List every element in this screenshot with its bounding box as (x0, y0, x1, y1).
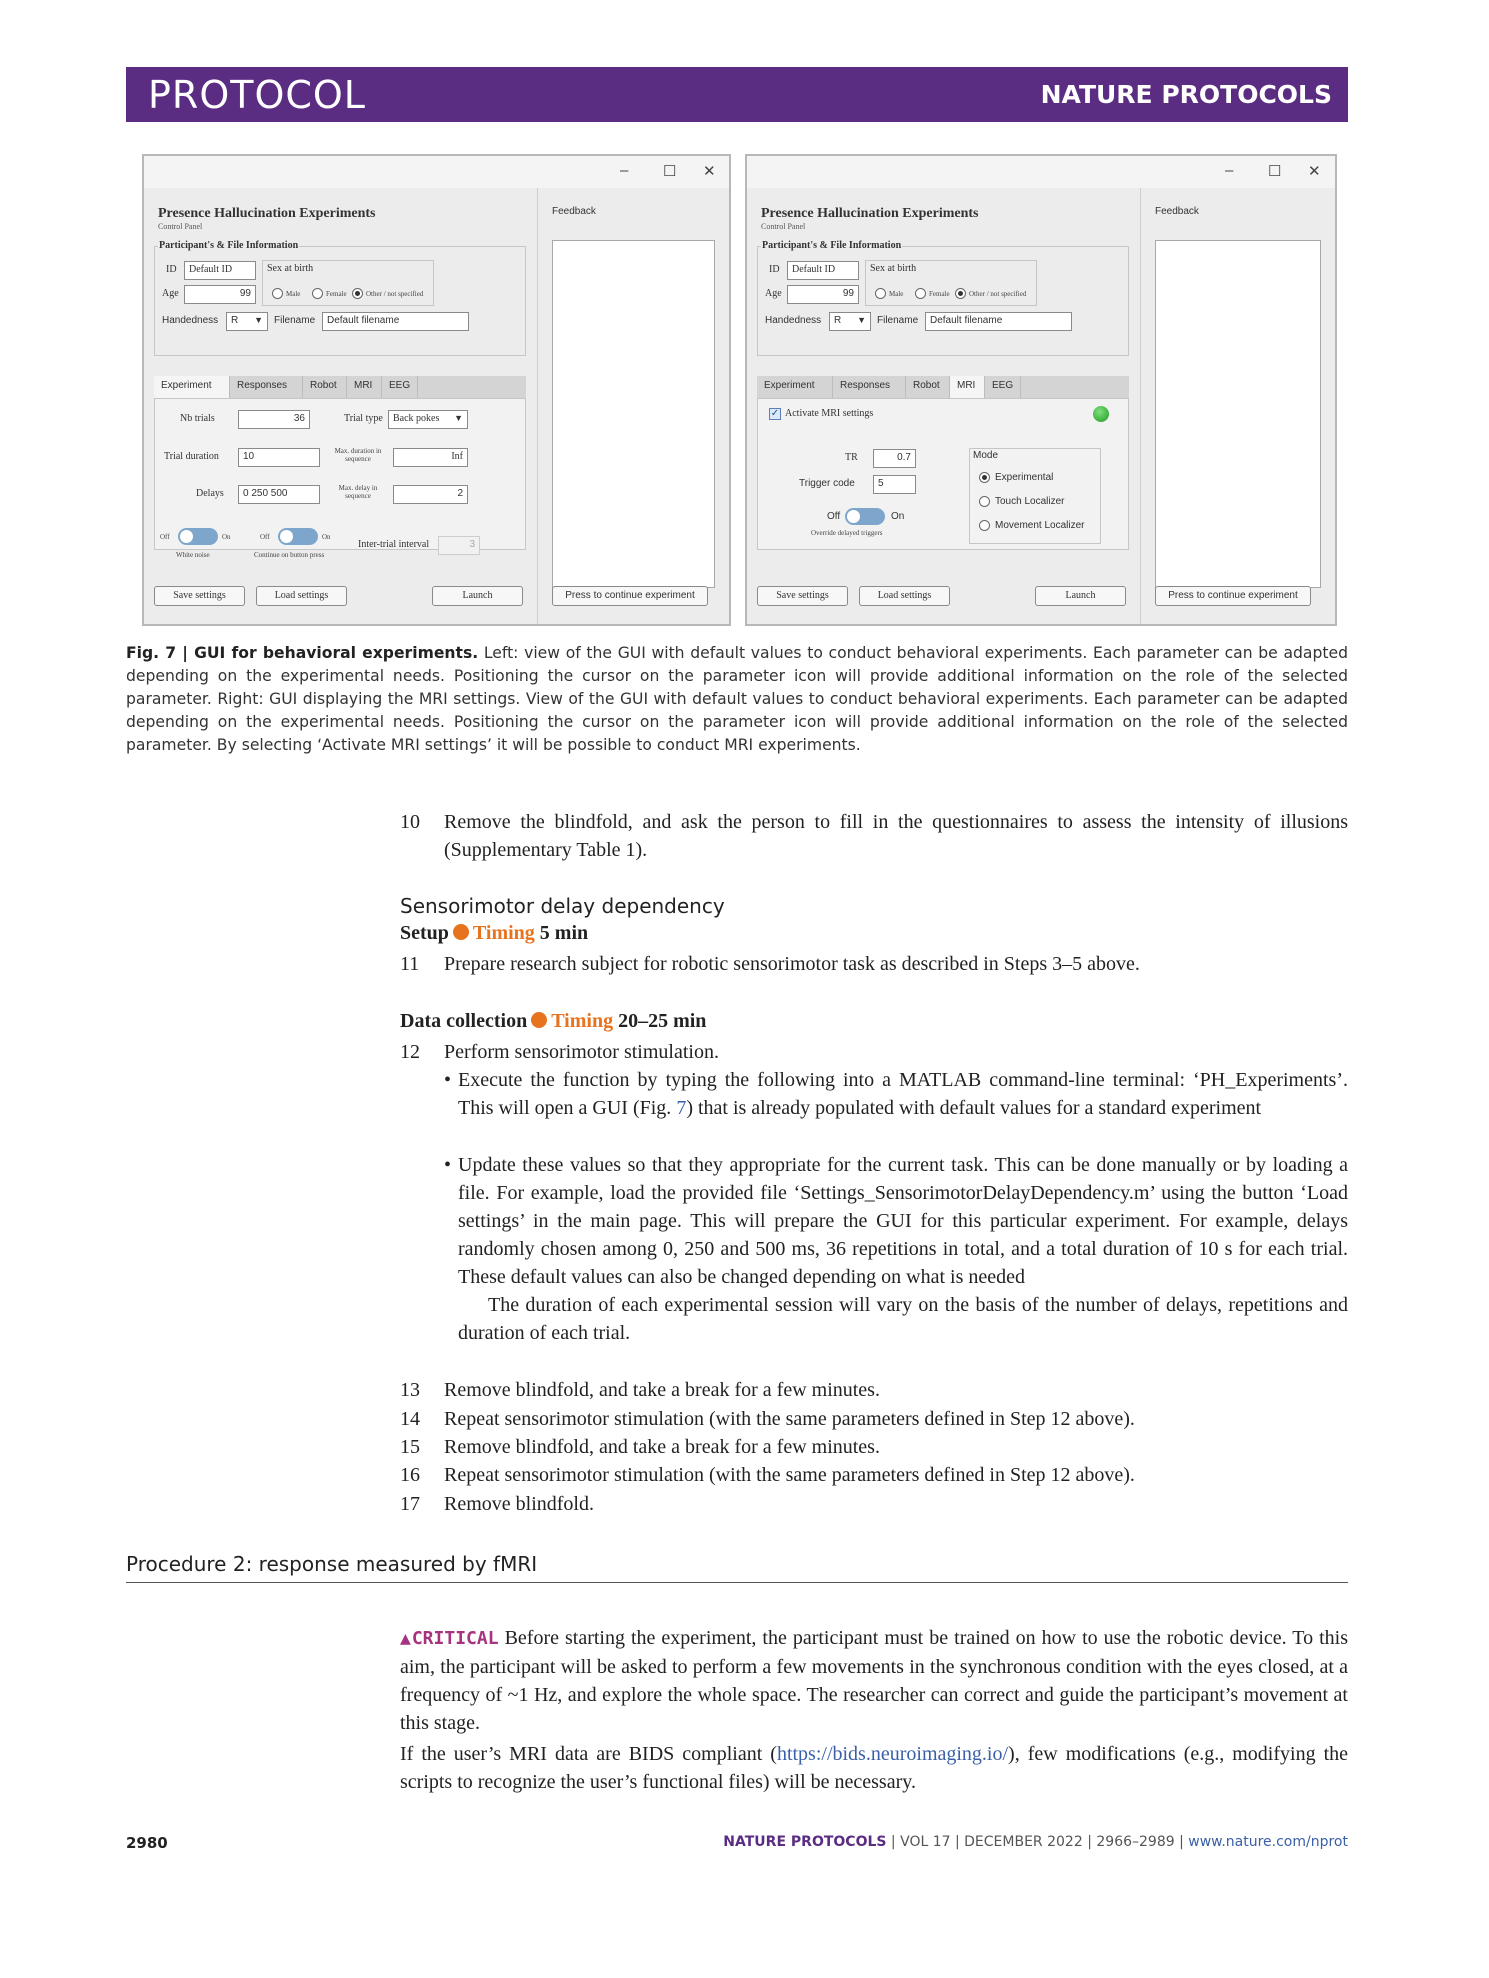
bids-text: ), few modifications (e.g., modifying the scripts to recognize the user’s functional files) will be necessary. (400, 1743, 1349, 1793)
sex-label: Sex at birth (267, 263, 314, 274)
step-number: 13 (400, 1379, 420, 1401)
id-label: ID (769, 264, 780, 275)
control-panel (747, 188, 1139, 624)
handedness-select[interactable] (829, 312, 871, 331)
step-14 (400, 1405, 1348, 1433)
footer-volume: VOL 17 (900, 1834, 951, 1850)
sex-female-label: Female (929, 290, 950, 298)
collection-time: 20–25 min (618, 1010, 707, 1032)
age-label: Age (765, 288, 782, 299)
feedback-panel (537, 188, 729, 624)
mode-touch-label: Touch Localizer (995, 496, 1065, 507)
trial-type-select[interactable] (388, 410, 468, 429)
footer-url[interactable]: www.nature.com/nprot (1188, 1834, 1348, 1850)
mode-touch-radio[interactable] (979, 496, 990, 507)
tab-robot[interactable]: Robot (906, 376, 950, 398)
critical-label: ▲CRITICAL (400, 1628, 499, 1649)
continue-on-label: On (322, 533, 331, 541)
step-number: 14 (400, 1408, 420, 1430)
header-banner (126, 67, 1348, 122)
handedness-value: R (834, 315, 842, 326)
continue-experiment-button[interactable]: Press to continue experiment (552, 586, 708, 606)
sex-label: Sex at birth (870, 263, 917, 274)
continue-toggle[interactable] (278, 528, 318, 545)
sex-male-radio[interactable] (875, 288, 886, 299)
step-13 (400, 1376, 1348, 1404)
feedback-label: Feedback (1155, 206, 1199, 217)
step-text: Repeat sensorimotor stimulation (with the same parameters defined in Step 12 above). (444, 1408, 1135, 1430)
step-text: Remove blindfold. (444, 1493, 594, 1515)
trigger-code-input[interactable]: 5 (873, 475, 916, 494)
status-led-icon (1093, 406, 1109, 422)
tab-experiment[interactable]: Experiment (757, 376, 833, 398)
bids-text: If the user’s MRI data are BIDS compliant ( (400, 1743, 777, 1765)
filename-label: Filename (274, 315, 316, 326)
save-settings-button[interactable]: Save settings (757, 586, 848, 606)
sex-other-radio[interactable] (352, 288, 363, 299)
tab-responses[interactable]: Responses (833, 376, 906, 398)
setup-label: Setup (400, 922, 449, 944)
maximize-icon[interactable]: ☐ (1268, 163, 1282, 180)
bullet-2 (444, 1151, 1348, 1347)
continue-label: Continue on button press (254, 551, 325, 559)
filename-label: Filename (877, 315, 919, 326)
handedness-value: R (231, 315, 239, 326)
bullet-1 (444, 1066, 1348, 1122)
handedness-label: Handedness (162, 315, 219, 326)
delays-input[interactable]: 0 250 500 (238, 485, 320, 504)
handedness-select[interactable] (226, 312, 268, 331)
tab-eeg[interactable]: EEG (382, 376, 418, 398)
bullet-text: ) that is already populated with default values for a standard experiment (686, 1097, 1262, 1119)
collection-timing (400, 1010, 706, 1033)
setup-time: 5 min (539, 922, 589, 944)
sex-male-label: Male (889, 290, 904, 298)
trial-duration-input[interactable]: 10 (238, 448, 320, 467)
step-number: 17 (400, 1493, 420, 1515)
gui-subtitle: Control Panel (761, 222, 806, 231)
continue-off-label: Off (260, 533, 270, 541)
step-text: Perform sensorimotor stimulation. (444, 1041, 719, 1063)
tab-responses[interactable]: Responses (230, 376, 303, 398)
sex-other-label: Other / not specified (366, 290, 424, 298)
participant-group-label: Participant's & File Information (159, 240, 299, 251)
gui-subtitle: Control Panel (158, 222, 203, 231)
white-noise-toggle[interactable] (178, 528, 218, 545)
mode-movement-radio[interactable] (979, 520, 990, 531)
load-settings-button[interactable]: Load settings (256, 586, 347, 606)
mode-experimental-label: Experimental (995, 472, 1054, 483)
timing-dot-icon (453, 924, 469, 940)
white-noise-label: White noise (176, 551, 210, 559)
section-title: PROTOCOL (148, 73, 366, 117)
step-10 (400, 808, 1348, 864)
window-titlebar (747, 156, 1335, 188)
id-label: ID (166, 264, 177, 275)
activate-mri-label: Activate MRI settings (785, 408, 874, 419)
mode-movement-label: Movement Localizer (995, 520, 1085, 531)
delays-label: Delays (196, 488, 224, 499)
caption-text: Left: view of the GUI with default values to conduct behavioral experiments. Each parameter can be adapted depending on the experimental needs. Positioning the cursor on the parameter icon will provide additional information on the role of the selected parameter. Right: GUI displaying the MRI settings. View of the GUI with default values to conduct behavioral experiments. Each parameter can be adapted depending on the experimental needs. Positioning the cursor on the parameter icon will provide additional information on the role of the selected parameter. By selecting ‘Activate MRI settings’ it will be possible to conduct MRI experiments. (126, 644, 1348, 754)
procedure-heading: Procedure 2: response measured by fMRI (126, 1552, 538, 1576)
load-settings-button[interactable]: Load settings (859, 586, 950, 606)
age-input[interactable]: 99 (787, 285, 859, 304)
setup-timing (400, 922, 588, 945)
minimize-icon[interactable]: – (1225, 162, 1234, 179)
footer-citation: NATURE PROTOCOLS | VOL 17 | DECEMBER 2022 | 2966–2989 | www.nature.com/nprot (723, 1834, 1348, 1850)
control-panel (144, 188, 536, 624)
tab-robot[interactable]: Robot (303, 376, 347, 398)
filename-input[interactable]: Default filename (322, 312, 469, 331)
window-titlebar (144, 156, 729, 188)
tab-mri[interactable]: MRI (347, 376, 382, 398)
white-noise-off-label: Off (160, 533, 170, 541)
maximize-icon[interactable]: ☐ (663, 163, 677, 180)
step-text: Prepare research subject for robotic sensorimotor task as described in Steps 3–5 above. (444, 953, 1140, 975)
step-16 (400, 1461, 1348, 1489)
gui-title: Presence Hallucination Experiments (158, 206, 376, 221)
bullet-text: Update these values so that they appropriate for the current task. This can be done manually or by loading a file. For example, load the provided file ‘Settings_SensorimotorDelayDependency.m’ using the button ‘Load settings’ in the main page. This will prepare the GUI for this particular experiment. For example, delays randomly chosen among 0, 250 and 500 ms, 36 repetitions in total, and a total duration of 10 s for each trial. These default values can also be changed depending on what is needed (458, 1154, 1348, 1288)
id-input[interactable]: Default ID (184, 261, 256, 280)
step-number: 11 (400, 953, 420, 975)
override-off-label: Off (827, 511, 841, 522)
override-toggle[interactable] (845, 508, 885, 525)
bullet-note: The duration of each experimental session will vary on the basis of the number of delays, repetitions and duration of each trial. (458, 1294, 1348, 1344)
participant-group-label: Participant's & File Information (762, 240, 902, 251)
footer-pages: 2966–2989 (1096, 1834, 1175, 1850)
gui-window-right (745, 154, 1337, 626)
feedback-box (1155, 240, 1321, 588)
step-number: 12 (400, 1041, 420, 1063)
max-duration-label: Max. duration in sequence (334, 447, 382, 463)
trial-type-value: Back pokes (393, 413, 440, 424)
section-heading: Sensorimotor delay dependency (400, 894, 725, 918)
tab-mri[interactable]: MRI (950, 376, 985, 398)
chevron-down-icon: ▼ (857, 315, 866, 325)
sex-female-label: Female (326, 290, 347, 298)
collection-label: Data collection (400, 1010, 528, 1032)
tab-experiment[interactable]: Experiment (154, 376, 230, 398)
sex-male-radio[interactable] (272, 288, 283, 299)
journal-name: NATURE PROTOCOLS (1040, 80, 1332, 109)
gui-window-left (142, 154, 731, 626)
minimize-icon[interactable]: – (620, 162, 629, 179)
max-delay-input[interactable]: 2 (393, 485, 468, 504)
step-number: 10 (400, 811, 420, 833)
chevron-down-icon: ▼ (454, 413, 463, 423)
figure-link[interactable]: 7 (676, 1097, 687, 1119)
step-number: 16 (400, 1464, 420, 1486)
bullet-icon: • (444, 1154, 452, 1176)
step-17 (400, 1490, 1348, 1518)
sex-female-radio[interactable] (915, 288, 926, 299)
age-input[interactable]: 99 (184, 285, 256, 304)
sex-other-label: Other / not specified (969, 290, 1027, 298)
page-number: 2980 (126, 1834, 168, 1852)
gui-title: Presence Hallucination Experiments (761, 206, 979, 221)
caption-label: Fig. 7 | GUI for behavioral experiments. (126, 644, 479, 662)
save-settings-button[interactable]: Save settings (154, 586, 245, 606)
tab-bar (154, 376, 526, 398)
step-number: 15 (400, 1436, 420, 1458)
timing-dot-icon (531, 1012, 547, 1028)
step-11 (400, 950, 1348, 978)
override-label: Override delayed triggers (811, 529, 883, 537)
feedback-label: Feedback (552, 206, 596, 217)
iti-input[interactable]: 3 (438, 536, 480, 555)
trial-duration-label: Trial duration (164, 451, 219, 462)
tr-label: TR (845, 452, 858, 463)
trigger-code-label: Trigger code (799, 478, 855, 489)
feedback-panel (1140, 188, 1335, 624)
tr-input[interactable]: 0.7 (873, 449, 916, 468)
override-on-label: On (891, 511, 905, 522)
activate-mri-checkbox[interactable]: ✓ (770, 408, 780, 419)
id-input[interactable]: Default ID (787, 261, 859, 280)
bullet-icon: • (444, 1069, 452, 1091)
bids-link[interactable]: https://bids.neuroimaging.io/ (776, 1743, 1009, 1765)
heading-rule (126, 1582, 1348, 1583)
critical-text: Before starting the experiment, the participant must be trained on how to use the robotic device. To this aim, the participant will be asked to perform a few movements in the synchronous condition with the eyes closed, at a frequency of ~1 Hz, and explore the whole space. The researcher can correct and guide the participant’s movement at this stage. (400, 1627, 1348, 1734)
continue-experiment-button[interactable]: Press to continue experiment (1155, 586, 1311, 606)
nb-trials-input[interactable]: 36 (238, 410, 310, 429)
chevron-down-icon: ▼ (254, 315, 263, 325)
sex-female-radio[interactable] (312, 288, 323, 299)
launch-button[interactable]: Launch (1035, 586, 1126, 606)
step-text: Remove blindfold, and take a break for a few minutes. (444, 1379, 880, 1401)
max-duration-input[interactable]: Inf (393, 448, 468, 467)
filename-input[interactable]: Default filename (925, 312, 1072, 331)
tab-bar (757, 376, 1129, 398)
nb-trials-label: Nb trials (180, 413, 215, 424)
critical-note (400, 1624, 1348, 1737)
step-12 (400, 1038, 1348, 1066)
max-delay-label: Max. delay in sequence (338, 484, 378, 500)
feedback-box (552, 240, 715, 588)
bullet-text: Execute the function by typing the following into a MATLAB command-line terminal: ‘PH_Experiments’. This will open a GUI (Fig. (458, 1069, 1348, 1119)
age-label: Age (162, 288, 179, 299)
mode-label: Mode (973, 450, 999, 461)
close-icon[interactable]: ✕ (1308, 163, 1321, 180)
handedness-label: Handedness (765, 315, 822, 326)
iti-label: Inter-trial interval (358, 539, 430, 550)
bids-note (400, 1740, 1348, 1796)
step-text: Remove blindfold, and take a break for a few minutes. (444, 1436, 880, 1458)
timing-word: Timing (472, 922, 535, 944)
close-icon[interactable]: ✕ (703, 163, 716, 180)
footer-journal: NATURE PROTOCOLS (723, 1834, 887, 1850)
step-15 (400, 1433, 1348, 1461)
sex-other-radio[interactable] (955, 288, 966, 299)
trial-type-label: Trial type (344, 413, 383, 424)
sex-male-label: Male (286, 290, 301, 298)
tab-eeg[interactable]: EEG (985, 376, 1021, 398)
step-text: Remove the blindfold, and ask the person to fill in the questionnaires to assess the intensity of illusions (Supplementary Table 1). (444, 811, 1348, 861)
mode-experimental-radio[interactable] (979, 472, 990, 483)
timing-word: Timing (551, 1010, 614, 1032)
launch-button[interactable]: Launch (432, 586, 523, 606)
figure-caption (126, 642, 1348, 757)
white-noise-on-label: On (222, 533, 231, 541)
step-text: Repeat sensorimotor stimulation (with the same parameters defined in Step 12 above). (444, 1464, 1135, 1486)
footer-date: DECEMBER 2022 (964, 1834, 1083, 1850)
